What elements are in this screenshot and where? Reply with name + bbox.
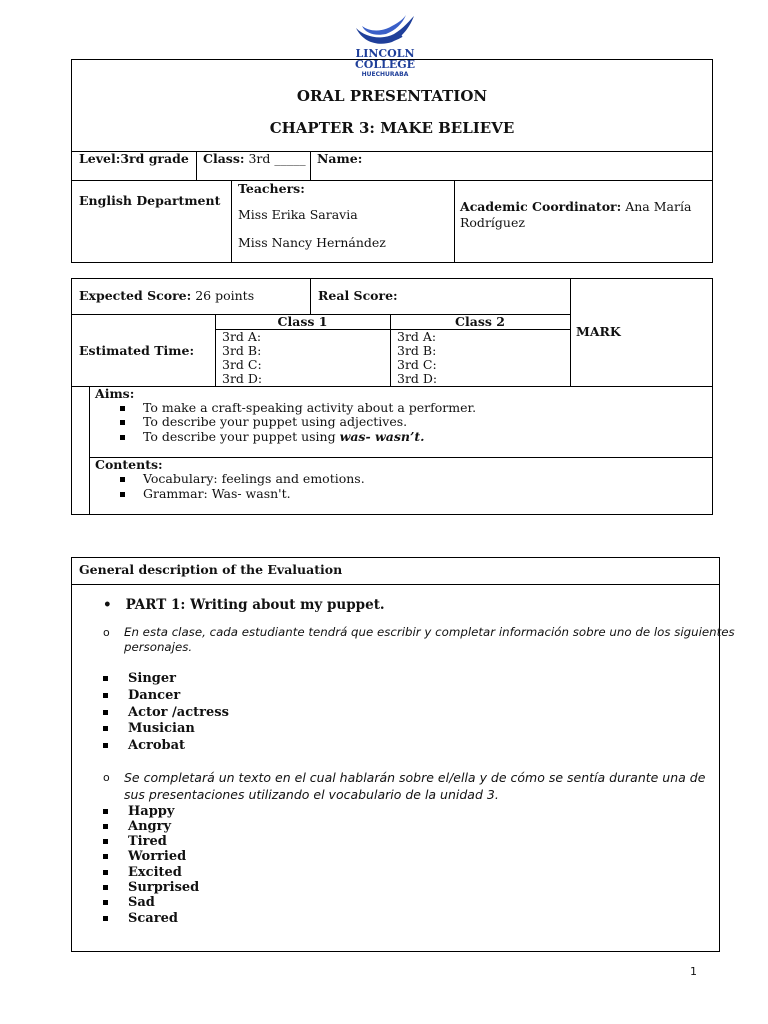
feeling-item: Angry bbox=[103, 820, 171, 835]
coordinator-label: Academic Coordinator: bbox=[460, 199, 622, 214]
aim-item: To describe your puppet using adjectives. bbox=[120, 415, 407, 429]
feeling-item: Tired bbox=[103, 835, 167, 850]
level-label: Level:3rd grade bbox=[79, 151, 189, 166]
para2-line2: sus presentaciones utilizando el vocabulario de la unidad 3. bbox=[124, 787, 499, 802]
character-item: Singer bbox=[103, 672, 176, 687]
bullet-icon bbox=[103, 693, 108, 698]
bullet-icon bbox=[103, 900, 108, 905]
bullet-icon bbox=[120, 477, 125, 482]
class-value: 3rd _____ bbox=[248, 151, 306, 166]
part1-heading: • PART 1: Writing about my puppet. bbox=[103, 597, 385, 613]
coordinator bbox=[460, 200, 691, 214]
circle-bullet-icon: o bbox=[103, 626, 110, 639]
class2-group-d: 3rd D: bbox=[397, 371, 438, 386]
department-label: English Department bbox=[79, 193, 221, 208]
character-item: Acrobat bbox=[103, 739, 185, 754]
class1-group-b: 3rd B: bbox=[222, 343, 262, 358]
logo-text-line1: LINCOLN bbox=[355, 47, 415, 60]
para1-line2: personajes. bbox=[124, 640, 193, 654]
aim-item: To make a craft-speaking activity about a performer. bbox=[120, 401, 476, 415]
bullet-icon bbox=[103, 839, 108, 844]
class2-group-c: 3rd C: bbox=[397, 357, 437, 372]
feeling-item: Worried bbox=[103, 850, 186, 865]
class2-header: Class 2 bbox=[455, 314, 505, 329]
bullet-icon bbox=[103, 824, 108, 829]
class-label: Class: bbox=[203, 151, 245, 166]
chapter-title: CHAPTER 3: MAKE BELIEVE bbox=[269, 119, 515, 137]
bullet-icon bbox=[120, 435, 125, 440]
para1-line1: En esta clase, cada estudiante tendrá que escribir y completar información sobre uno de los siguientes bbox=[124, 625, 735, 639]
bullet-icon bbox=[103, 885, 108, 890]
class-field bbox=[203, 152, 306, 166]
bullet-icon bbox=[103, 726, 108, 731]
class2-group-b: 3rd B: bbox=[397, 343, 437, 358]
expected-score-label: Expected Score: bbox=[79, 288, 192, 303]
coordinator-name: Ana María bbox=[625, 199, 692, 214]
teacher-1: Miss Erika Saravia bbox=[238, 207, 358, 222]
character-item: Musician bbox=[103, 722, 195, 737]
bullet-icon bbox=[120, 406, 125, 411]
teachers-label: Teachers: bbox=[238, 181, 305, 196]
feeling-item: Excited bbox=[103, 866, 182, 881]
aims-label: Aims: bbox=[95, 386, 135, 401]
page-title: ORAL PRESENTATION bbox=[296, 87, 488, 105]
estimated-time-label: Estimated Time: bbox=[79, 343, 195, 358]
feeling-item: Surprised bbox=[103, 881, 199, 896]
logo-text-line2: COLLEGE bbox=[355, 58, 415, 71]
feeling-item: Happy bbox=[103, 805, 174, 820]
character-item: Actor /actress bbox=[103, 706, 229, 721]
bullet-icon bbox=[103, 743, 108, 748]
evaluation-title: General description of the Evaluation bbox=[79, 562, 343, 577]
teacher-2: Miss Nancy Hernández bbox=[238, 235, 386, 250]
class1-group-a: 3rd A: bbox=[222, 329, 262, 344]
name-label: Name: bbox=[317, 151, 363, 166]
coordinator-name-line2: Rodríguez bbox=[460, 215, 525, 230]
bullet-icon bbox=[120, 420, 125, 425]
expected-score bbox=[79, 289, 254, 303]
contents-label: Contents: bbox=[95, 457, 163, 472]
feeling-item: Sad bbox=[103, 896, 155, 911]
logo-text-line3: HUECHURABA bbox=[361, 71, 409, 78]
aim-item: To describe your puppet using was- wasn’t. bbox=[120, 430, 424, 444]
bullet-icon bbox=[103, 676, 108, 681]
bullet-icon bbox=[103, 870, 108, 875]
bullet-icon bbox=[103, 854, 108, 859]
class2-group-a: 3rd A: bbox=[397, 329, 437, 344]
feeling-item: Scared bbox=[103, 912, 178, 927]
class1-group-d: 3rd D: bbox=[222, 371, 263, 386]
content-item: Grammar: Was- wasn't. bbox=[120, 487, 291, 501]
bullet-icon bbox=[103, 710, 108, 715]
content-item: Vocabulary: feelings and emotions. bbox=[120, 472, 365, 486]
character-item: Dancer bbox=[103, 689, 180, 704]
real-score-label: Real Score: bbox=[318, 288, 398, 303]
expected-score-value: 26 points bbox=[195, 288, 255, 303]
eagle-icon bbox=[352, 14, 418, 48]
circle-bullet-icon: o bbox=[103, 771, 110, 784]
class1-header: Class 1 bbox=[277, 314, 328, 329]
class1-group-c: 3rd C: bbox=[222, 357, 262, 372]
page-number: 1 bbox=[690, 965, 697, 978]
bullet-dot-icon: • bbox=[103, 597, 112, 613]
bullet-icon bbox=[103, 809, 108, 814]
mark-label: MARK bbox=[576, 324, 621, 339]
para2-line1: Se completará un texto en el cual hablarán sobre el/ella y de cómo se sentía durante una de bbox=[124, 770, 706, 785]
bullet-icon bbox=[103, 916, 108, 921]
bullet-icon bbox=[120, 492, 125, 497]
